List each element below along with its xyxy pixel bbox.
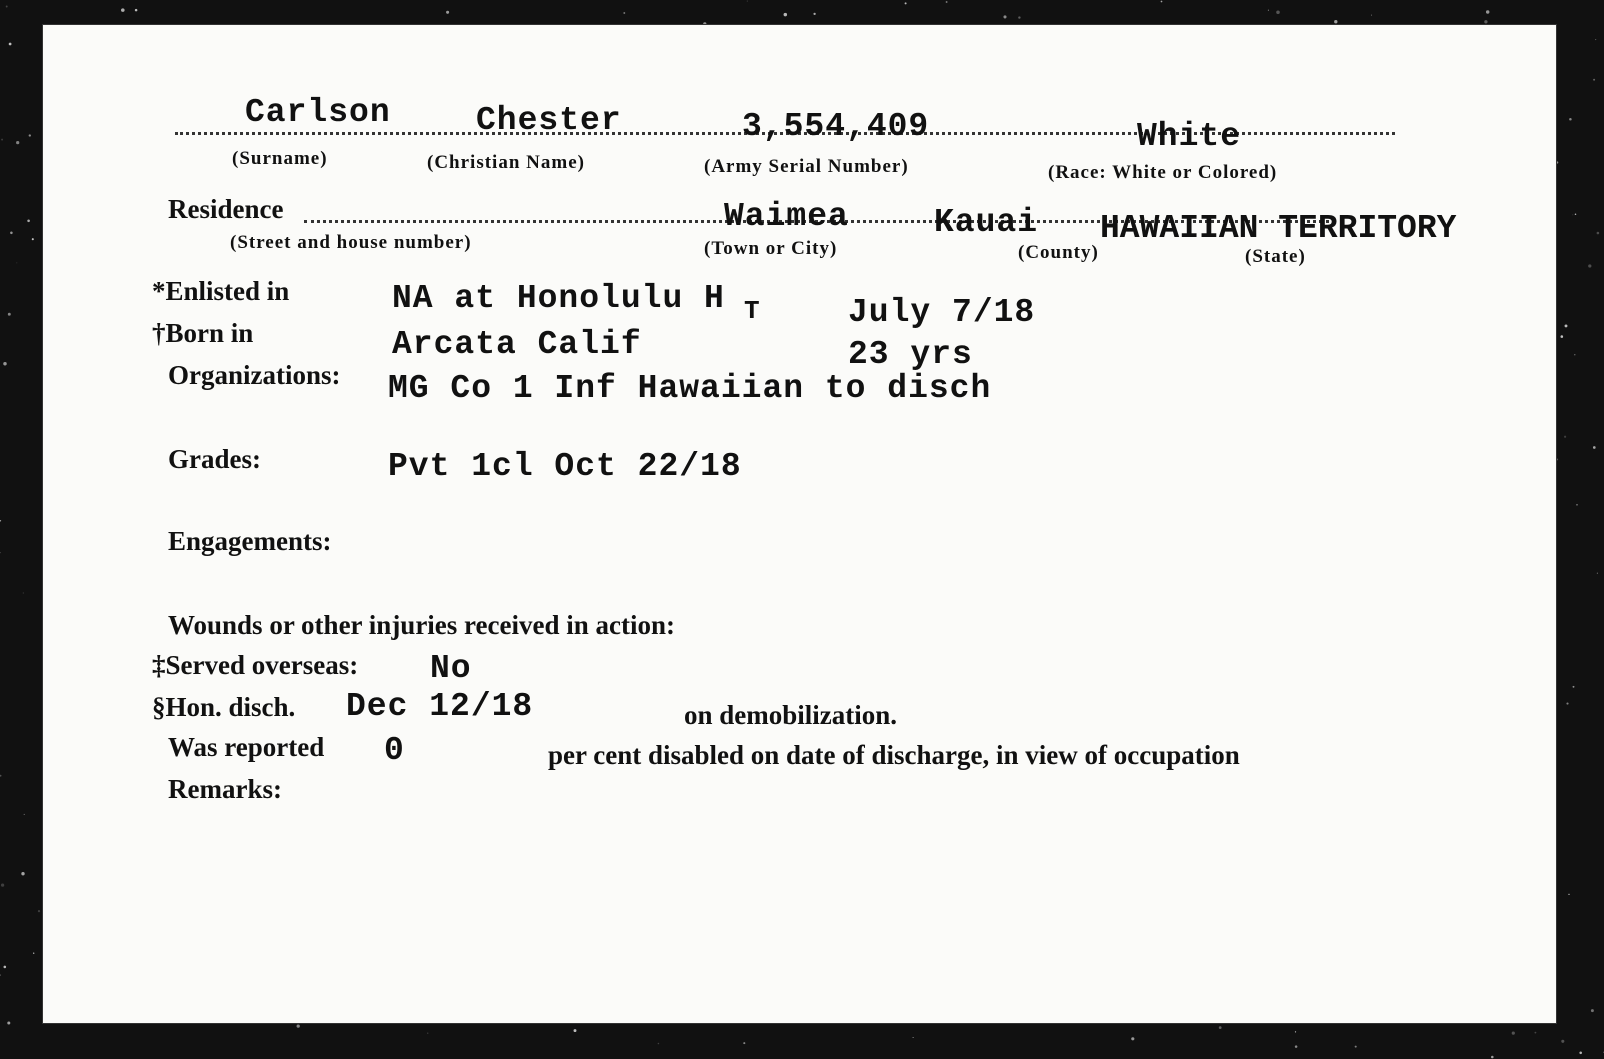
christian-name-label: (Christian Name) (427, 152, 585, 173)
disability-suffix: per cent disabled on date of discharge, in view of occupation (548, 740, 1240, 770)
enlisted-place-value: NA at Honolulu H (392, 280, 725, 317)
enlisted-date-value: July 7/18 (848, 294, 1036, 331)
surname-label: (Surname) (232, 148, 328, 169)
residence-label: Residence (168, 194, 284, 224)
organizations-value: MG Co 1 Inf Hawaiian to disch (388, 370, 992, 407)
race-label: (Race: White or Colored) (1048, 162, 1278, 183)
disability-value: 0 (384, 732, 405, 769)
state-value: HAWAIIAN TERRITORY (1100, 210, 1457, 247)
street-label: (Street and house number) (230, 232, 472, 253)
born-label: †Born in (152, 318, 254, 348)
race-value: White (1137, 118, 1242, 155)
wounds-label: Wounds or other injuries received in action: (168, 610, 676, 640)
serial-number-label: (Army Serial Number) (704, 156, 909, 177)
serial-number-value: 3,554,409 (742, 108, 930, 145)
age-value: 23 yrs (848, 336, 973, 373)
christian-name-value: Chester (476, 102, 622, 139)
organizations-label: Organizations: (168, 360, 341, 390)
discharge-label: §Hon. disch. (152, 692, 296, 722)
town-value: Waimea (724, 198, 849, 235)
disability-label: Was reported (168, 732, 325, 762)
enlisted-place-suffix: T (744, 296, 761, 326)
county-label: (County) (1018, 242, 1099, 263)
grades-label: Grades: (168, 444, 261, 474)
service-record-card (42, 24, 1557, 1024)
surname-value: Carlson (245, 94, 391, 131)
born-place-value: Arcata Calif (392, 326, 642, 363)
enlisted-label: *Enlisted in (152, 276, 290, 306)
discharge-date-value: Dec 12/18 (346, 688, 534, 725)
county-value: Kauai (934, 204, 1039, 241)
grades-value: Pvt 1cl Oct 22/18 (388, 448, 742, 485)
served-overseas-value: No (430, 650, 472, 687)
discharge-suffix: on demobilization. (684, 700, 898, 730)
engagements-label: Engagements: (168, 526, 332, 556)
town-label: (Town or City) (704, 238, 838, 259)
served-overseas-label: ‡Served overseas: (152, 650, 359, 680)
state-label: (State) (1245, 246, 1306, 267)
remarks-label: Remarks: (168, 774, 282, 804)
